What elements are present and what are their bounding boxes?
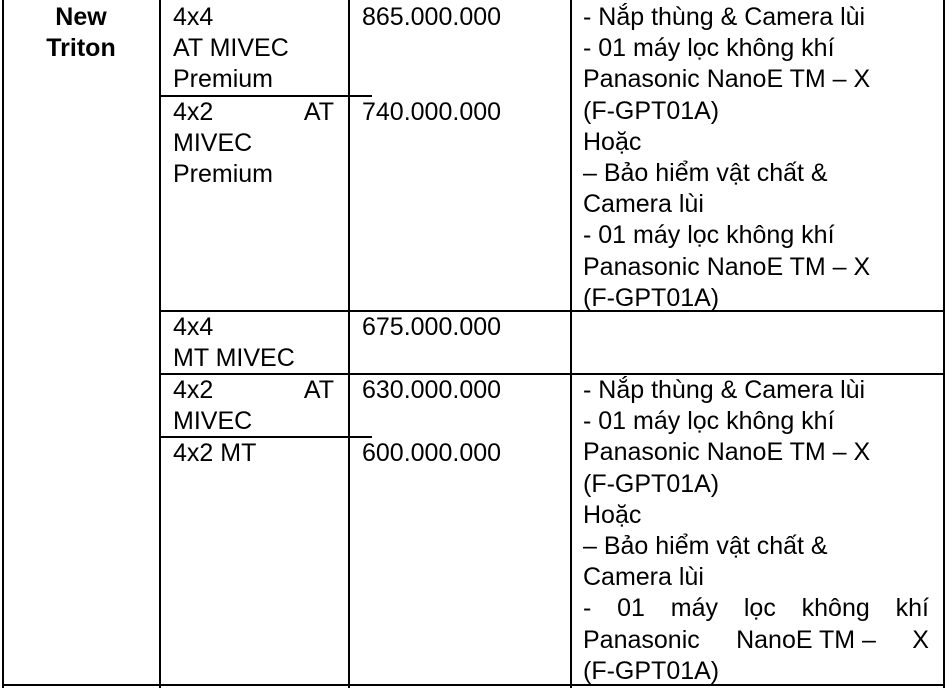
- model-name-line: New: [55, 3, 107, 31]
- promotion-line: - Nắp thùng & Camera lùi: [583, 3, 866, 31]
- model-name: [3, 2, 159, 64]
- promotion-word: NanoE TM –: [736, 625, 876, 654]
- promotion-line: - Nắp thùng & Camera lùi: [583, 376, 866, 404]
- promotion-line: Panasonic NanoE TM – X: [583, 65, 871, 94]
- promotion-word: -: [583, 594, 592, 623]
- version-line: Premium: [173, 160, 274, 189]
- promotion-line: Panasonic NanoE TM – X: [583, 438, 871, 467]
- column-divider: [159, 0, 161, 688]
- version-cell: [173, 312, 295, 374]
- promotion-line: (F-GPT01A): [583, 656, 720, 685]
- version-word: 4x2: [173, 376, 214, 404]
- version-line: Premium: [173, 65, 274, 94]
- model-name-line: Triton: [46, 34, 116, 63]
- promotion-line: – Bảo hiểm vật chất &: [583, 159, 828, 188]
- promotion-line: (F-GPT01A): [583, 469, 720, 498]
- promotion-line: Camera lùi: [583, 190, 704, 219]
- price-cell: 865.000.000: [362, 3, 502, 31]
- promotion-line: (F-GPT01A): [583, 96, 720, 125]
- version-cell: [173, 375, 334, 437]
- price-cell: 630.000.000: [362, 376, 502, 404]
- promotion-line: (F-GPT01A): [583, 283, 720, 312]
- version-line: MIVEC: [173, 407, 253, 436]
- promotion-line: - 01 máy lọc không khí: [583, 407, 835, 436]
- version-line: 4x4: [173, 3, 214, 31]
- table-border-left: [2, 0, 4, 688]
- price-cell: 675.000.000: [362, 313, 502, 341]
- promotion-line: [583, 593, 929, 624]
- promotion-line: - 01 máy lọc không khí: [583, 221, 835, 250]
- promotion-word: lọc: [743, 594, 776, 623]
- version-cell: [173, 2, 289, 96]
- promotion-line: [583, 625, 929, 656]
- promotion-line: Panasonic NanoE TM – X: [583, 252, 871, 281]
- promotion-word: máy: [670, 594, 719, 623]
- version-word: AT: [303, 98, 334, 126]
- version-line: [173, 97, 334, 128]
- column-divider: [348, 0, 350, 688]
- promotion-word: Panasonic: [583, 625, 700, 654]
- promotion-line: – Bảo hiểm vật chất &: [583, 532, 828, 561]
- version-word: AT: [303, 376, 334, 404]
- version-line: [173, 375, 334, 406]
- promotion-word: 01: [617, 594, 645, 623]
- version-line: MT MIVEC: [173, 344, 295, 373]
- column-divider: [570, 0, 572, 688]
- version-line: 4x4: [173, 313, 214, 341]
- promotion-word: khí: [895, 594, 929, 623]
- version-line: AT MIVEC: [173, 34, 289, 63]
- promotion-line: Camera lùi: [583, 563, 704, 592]
- price-cell: 740.000.000: [362, 98, 502, 126]
- promotion-word: X: [912, 625, 929, 654]
- version-line: 4x2 MT: [173, 439, 257, 467]
- promotion-line: Hoặc: [583, 500, 642, 529]
- promotion-cell: [583, 375, 929, 687]
- version-line: MIVEC: [173, 129, 253, 158]
- promotion-line: Hoặc: [583, 127, 642, 156]
- table-border-right: [943, 0, 945, 688]
- version-cell: [173, 438, 256, 469]
- version-cell: [173, 97, 334, 191]
- version-word: 4x2: [173, 98, 214, 126]
- promotion-word: không: [801, 594, 870, 623]
- price-cell: 600.000.000: [362, 439, 502, 467]
- promotion-cell: [583, 2, 870, 314]
- promotion-line: - 01 máy lọc không khí: [583, 34, 835, 63]
